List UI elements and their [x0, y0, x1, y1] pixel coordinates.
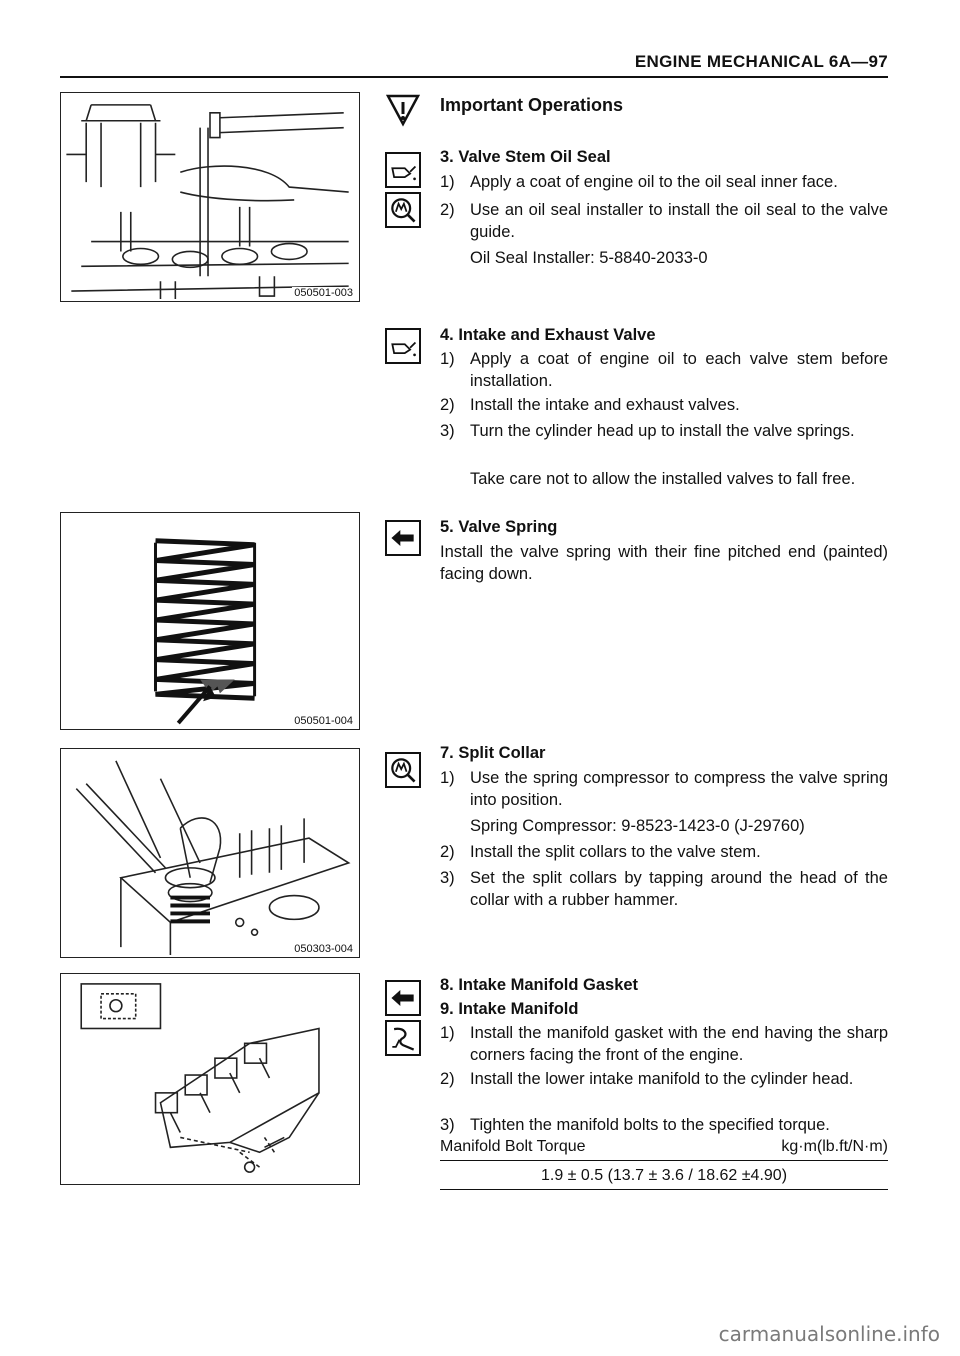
watermark: carmanualsonline.info: [718, 1322, 940, 1346]
step-5-title: 5. Valve Spring: [440, 518, 558, 536]
step-7-item-3-num: 3): [440, 869, 455, 887]
step-4-item-3: Turn the cylinder head up to install the valve springs.: [470, 422, 855, 440]
step-4-item-2-num: 2): [440, 396, 455, 414]
step-4-item-2: Install the intake and exhaust valves.: [470, 396, 740, 414]
caution-triangle-icon: [385, 92, 421, 128]
oil-can-icon: [385, 328, 421, 364]
section-title: Important Operations: [440, 95, 624, 115]
install-direction-icon: [385, 520, 421, 556]
figure-caption: 050501-004: [294, 715, 353, 727]
page-header: ENGINE MECHANICAL 6A—97: [634, 52, 888, 71]
step-3-note: Oil Seal Installer: 5-8840-2033-0: [470, 249, 708, 267]
step-9-item-2: Install the lower intake manifold to the cylinder head.: [470, 1070, 854, 1088]
step-7-title: 7. Split Collar: [440, 744, 546, 762]
step-7-item-2: Install the split collars to the valve stem.: [470, 843, 761, 861]
step-9-item-3-num: 3): [440, 1116, 455, 1134]
spring-compressor-illustration: [61, 749, 359, 957]
intake-manifold-illustration: [61, 974, 359, 1184]
step-5-text: Install the valve spring with their fine pitched end (painted) facing down.: [440, 543, 888, 583]
step-4-item-3-num: 3): [440, 422, 455, 440]
figure-caption: 050501-003: [294, 287, 353, 299]
figure-caption: 050303-004: [294, 943, 353, 955]
step-8-title: 8. Intake Manifold Gasket: [440, 976, 639, 994]
step-7-item-1: Use the spring compressor to compress the valve spring into position.: [470, 769, 888, 809]
step-9-title: 9. Intake Manifold: [440, 1000, 579, 1018]
step-3-item-2: Use an oil seal installer to install the oil seal to the valve guide.: [470, 201, 888, 241]
step-4-item-1: Apply a coat of engine oil to each valve stem before installation.: [470, 350, 888, 390]
step-3-title: 3. Valve Stem Oil Seal: [440, 148, 611, 166]
step-3-item-1: Apply a coat of engine oil to the oil seal inner face.: [470, 173, 838, 191]
torque-label: Manifold Bolt Torque: [440, 1138, 586, 1155]
torque-value: 1.9 ± 0.5 (13.7 ± 3.6 / 18.62 ±4.90): [440, 1161, 888, 1190]
figure-valve-spring: [60, 512, 360, 730]
step-9-item-1-num: 1): [440, 1024, 455, 1042]
hammer-installer-illustration: [61, 93, 359, 301]
header-rule: [60, 76, 888, 78]
figure-intake-manifold: [60, 973, 360, 1185]
step-3-item-1-num: 1): [440, 173, 455, 191]
step-7-item-1-num: 1): [440, 769, 455, 787]
torque-unit: kg·m(lb.ft/N·m): [781, 1138, 888, 1155]
figure-split-collar: [60, 748, 360, 958]
special-tool-icon: [385, 192, 421, 228]
step-7-item-2-num: 2): [440, 843, 455, 861]
step-4-item-1-num: 1): [440, 350, 455, 368]
torque-wrench-icon: [385, 1020, 421, 1056]
valve-spring-illustration: [61, 513, 359, 729]
figure-valve-seal-install: [60, 92, 360, 302]
step-3-item-2-num: 2): [440, 201, 455, 219]
step-9-item-3: Tighten the manifold bolts to the specified torque.: [470, 1116, 830, 1134]
step-7-item-3: Set the split collars by tapping around the head of the collar with a rubber hammer.: [470, 869, 888, 909]
step-7-note: Spring Compressor: 9-8523-1423-0 (J-29760): [470, 817, 805, 835]
step-9-item-1: Install the manifold gasket with the end having the sharp corners facing the front of the engine.: [470, 1024, 888, 1064]
special-tool-icon: [385, 752, 421, 788]
oil-can-icon: [385, 152, 421, 188]
step-9-item-2-num: 2): [440, 1070, 455, 1088]
torque-spec-table: [440, 1138, 888, 1190]
step-4-note: Take care not to allow the installed valves to fall free.: [470, 470, 856, 488]
torque-spec-header: [440, 1138, 888, 1161]
step-4-title: 4. Intake and Exhaust Valve: [440, 326, 656, 344]
install-direction-icon: [385, 980, 421, 1016]
